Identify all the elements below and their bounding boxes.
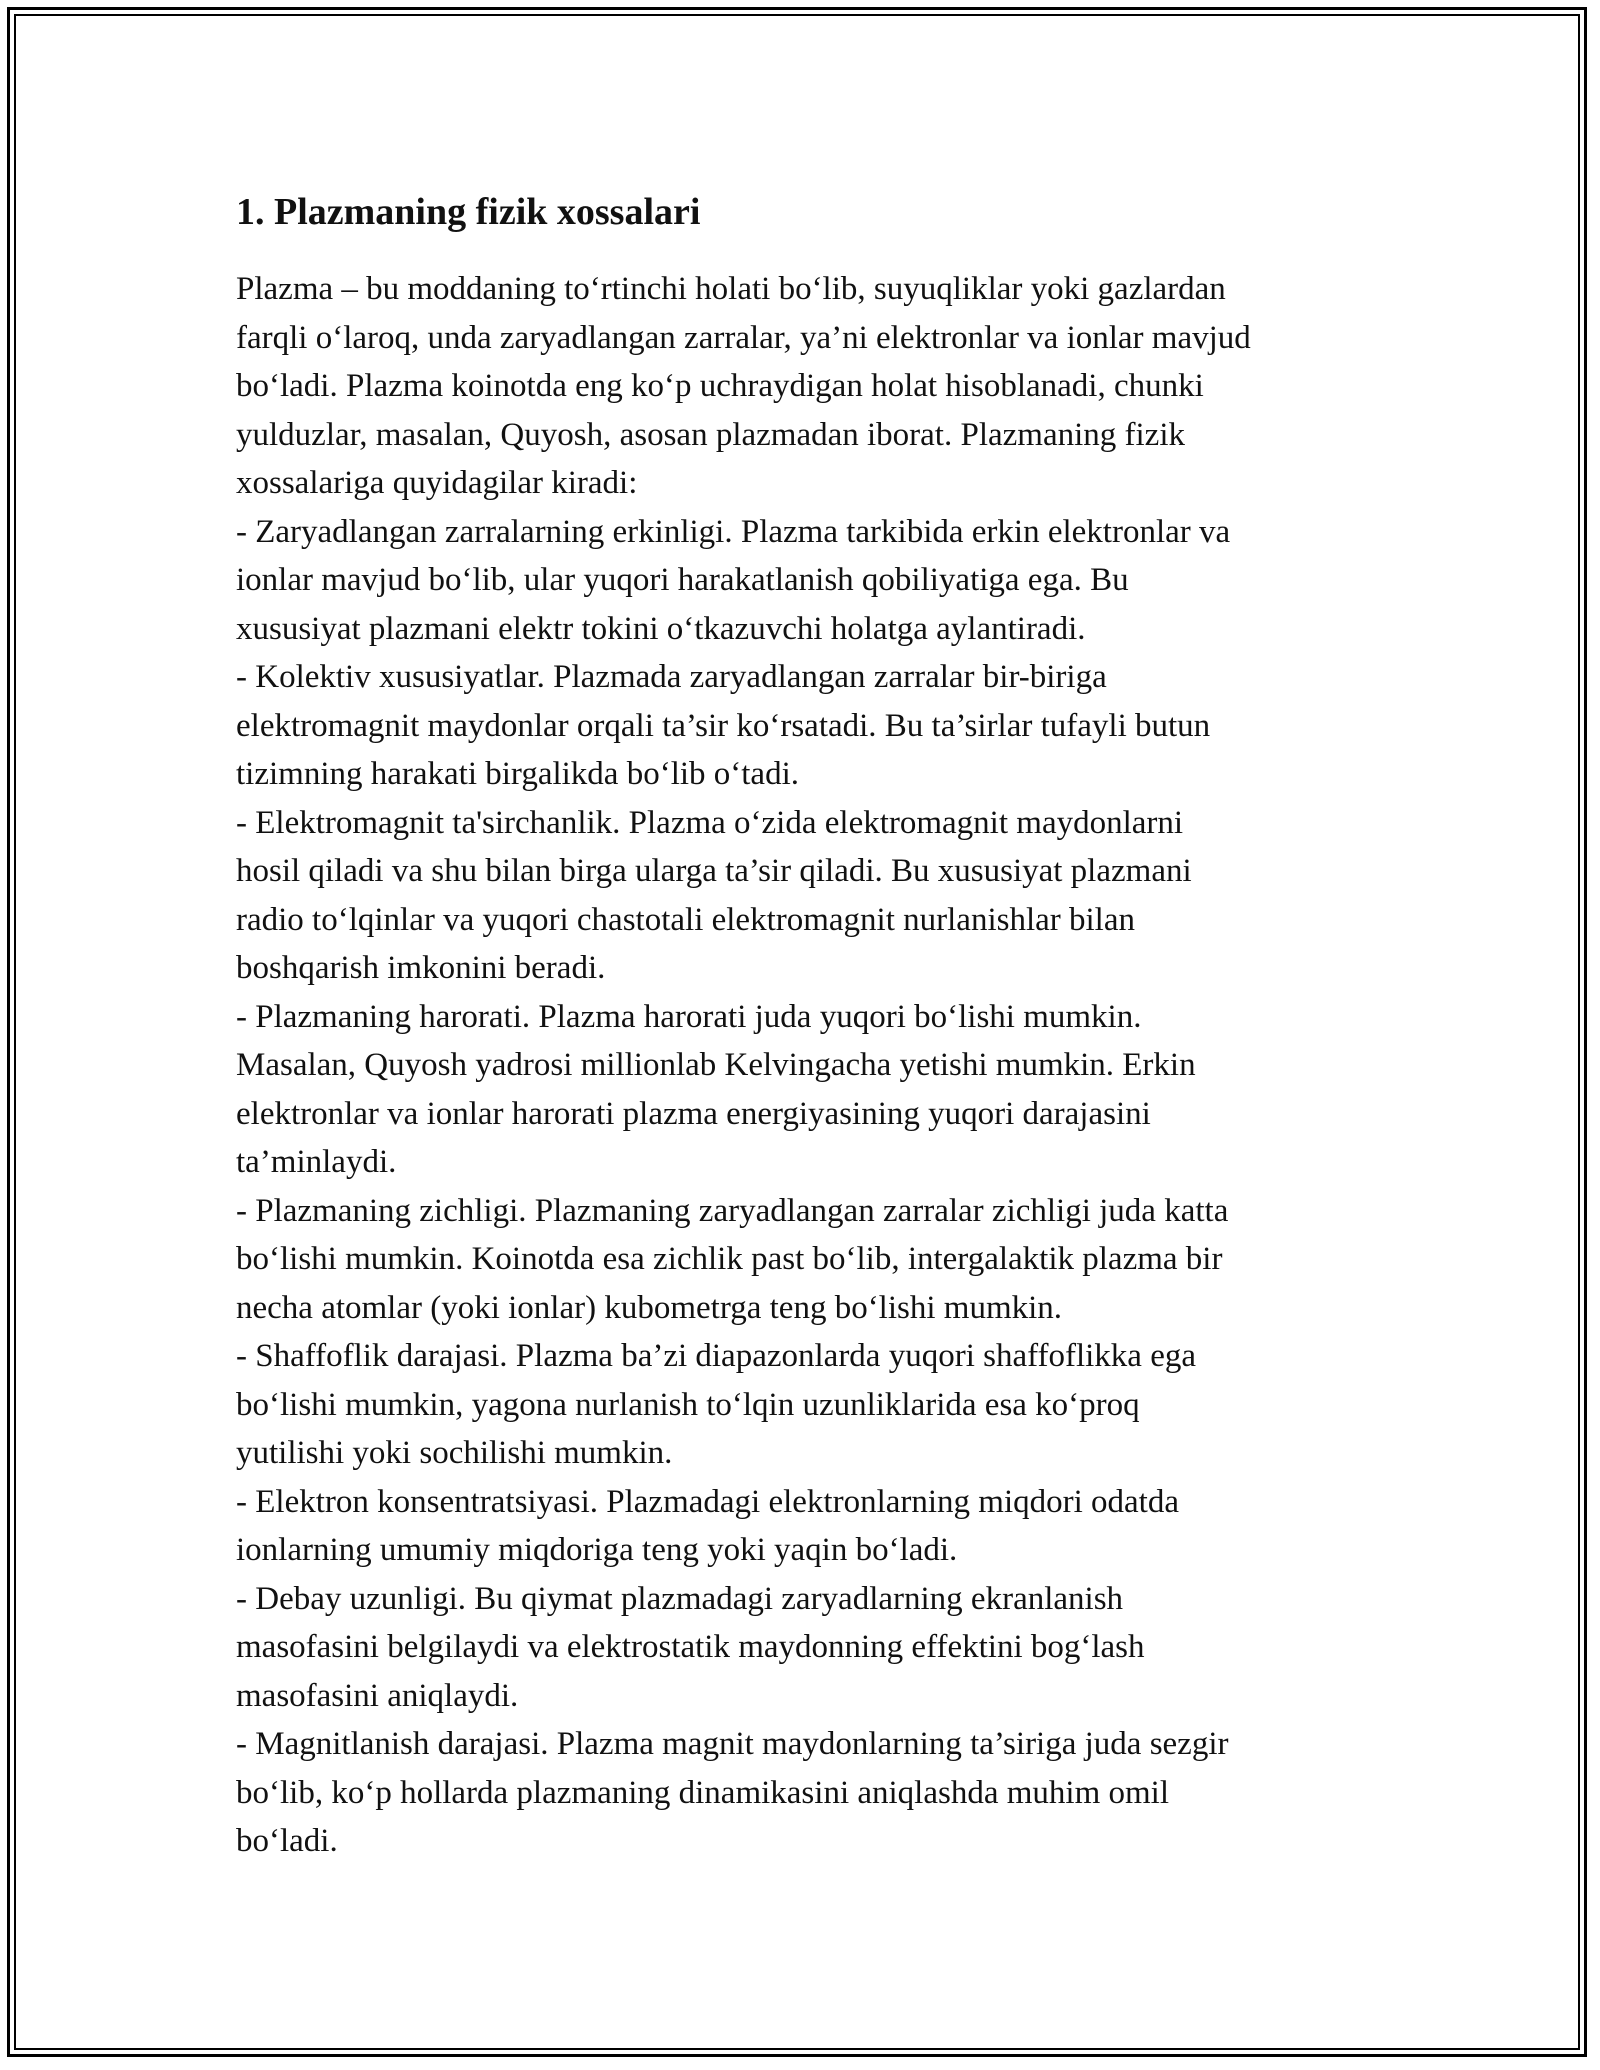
paragraph-temperature: - Plazmaning harorati. Plazma harorati juda yuqori bo‘lishi mumkin. Masalan, Quyosh yadrosi millionlab Kelvingacha yetishi mumkin. Erkin elektronlar va ionlar harorati plazma energiyasining yuqori darajasini ta’minlaydi. [236,998,1196,1180]
paragraph-electromagnetic: - Elektromagnit ta'sirchanlik. Plazma o‘zida elektromagnit maydonlarni hosil qiladi va shu bilan birga ularga ta’sir qiladi. Bu xususiyat plazmani radio to‘lqinlar va yuqori chastotali elektromagnit nurlanishlar bilan boshqarish imkonini beradi. [236,804,1192,986]
paragraph-magnetization: - Magnitlanish darajasi. Plazma magnit maydonlarning ta’siriga juda sezgir bo‘lib, ko‘p hollarda plazmaning dinamikasini aniqlashda muhim omil bo‘ladi. [236,1726,1229,1859]
document-content [236,185,1386,1866]
paragraph-intro: Plazma – bu moddaning to‘rtinchi holati bo‘lib, suyuqliklar yoki gazlardan farqli o‘laroq, unda zaryadlangan zarralar, ya’ni elektronlar va ionlar mavjud bo‘ladi. Plazma koinotda eng ko‘p uchraydigan holat hisoblanadi, chunki yulduzlar, masalan, Quyosh, asosan plazmadan iborat. Plazmaning fizik xossalariga quyidagilar kiradi: [236,271,1251,501]
paragraph-free-charges: - Zaryadlangan zarralarning erkinligi. Plazma tarkibida erkin elektronlar va ionlar mavjud bo‘lib, ular yuqori harakatlanish qobiliyatiga ega. Bu xususiyat plazmani elektr tokini o‘tkazuvchi holatga aylantiradi. [236,513,1231,647]
paragraph-debye-length: - Debay uzunligi. Bu qiymat plazmadagi zaryadlarning ekranlanish masofasini belgilaydi va elektrostatik maydonning effektini bog‘lash masofasini aniqlaydi. [236,1580,1145,1714]
paragraph-density: - Plazmaning zichligi. Plazmaning zaryadlangan zarralar zichligi juda katta bo‘lishi mumkin. Koinotda esa zichlik past bo‘lib, intergalaktik plazma bir necha atomlar (yoki ionlar) kubometrga teng bo‘lishi mumkin. [236,1192,1229,1326]
paragraph-collective-properties: - Kolektiv xususiyatlar. Plazmada zaryadlangan zarralar bir-biriga elektromagnit maydonlar orqali ta’sir ko‘rsatadi. Bu ta’sirlar tufayli butun tizimning harakati birgalikda bo‘lib o‘tadi. [236,659,1211,792]
document-title: 1. Plazmaning fizik xossalari [236,191,701,233]
paragraph-transparency: - Shaffoflik darajasi. Plazma ba’zi diapazonlarda yuqori shaffoflikka ega bo‘lishi mumkin, yagona nurlanish to‘lqin uzunliklarida esa ko‘proq yutilishi yoki sochilishi mumkin. [236,1338,1196,1471]
paragraph-electron-concentration: - Elektron konsentratsiyasi. Plazmadagi elektronlarning miqdori odatda ionlarning umumiy miqdoriga teng yoki yaqin bo‘ladi. [236,1483,1179,1568]
